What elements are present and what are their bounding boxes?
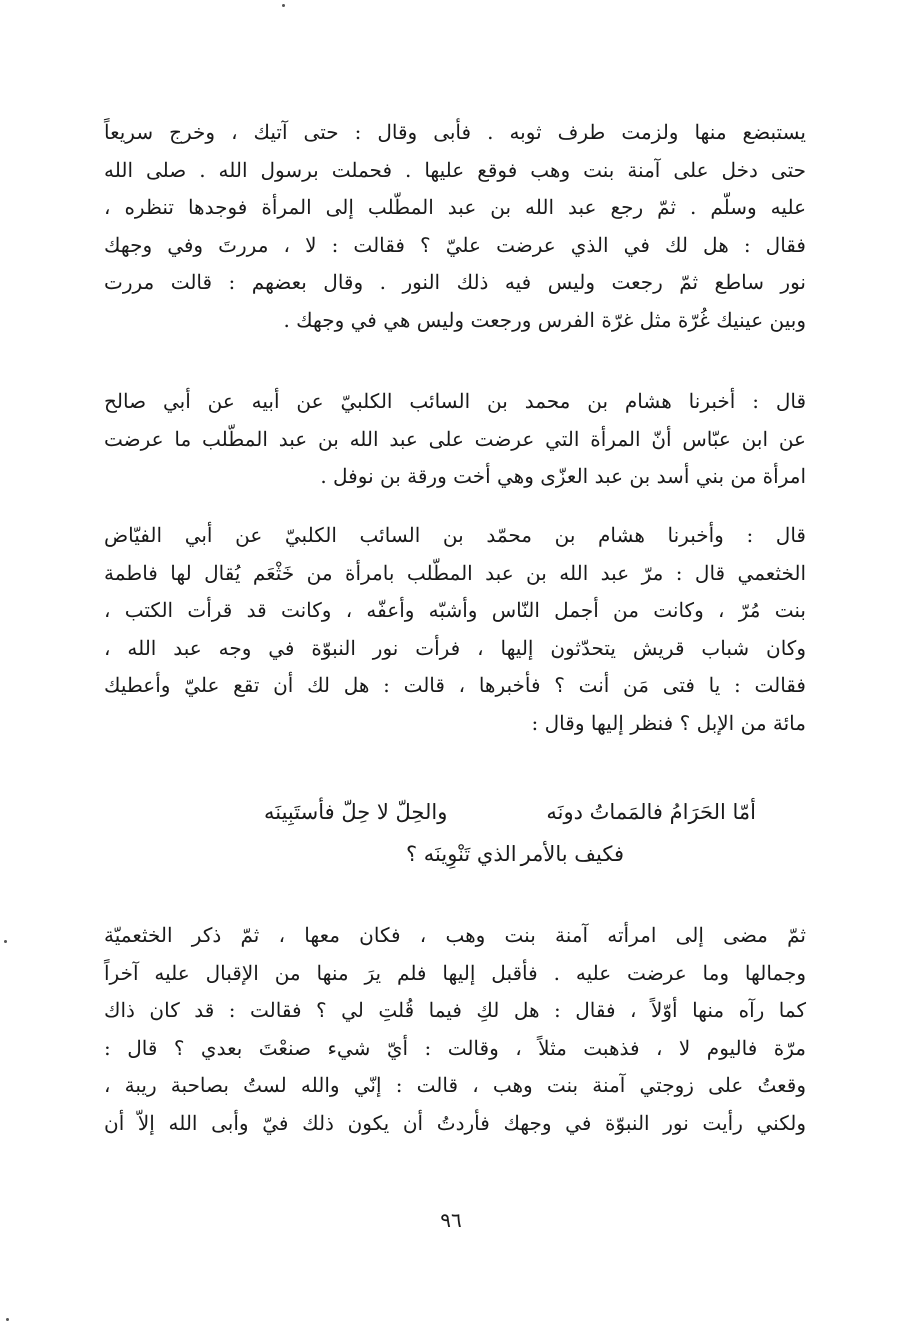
text-line: فقال : هل لك في الذي عرضت عليّ ؟ فقالت : لا ، مررتَ وفي وجهك bbox=[104, 232, 806, 257]
paragraph-1 bbox=[104, 114, 806, 339]
text-line: عن ابن عبّاس أنّ المرأة التي عرضت على عبد الله بن عبد المطّلب ما عرضت bbox=[104, 426, 806, 451]
poem-hemistich: فكيف بالأمر bbox=[520, 842, 625, 866]
poem-hemistich: والحِلّ لا حِلّ فأستَبِينَه bbox=[264, 800, 448, 824]
text-line: وجمالها وما عرضت عليه . فأقبل إليها فلم يرَ منها من الإقبال عليه آخراً bbox=[104, 960, 806, 985]
text-line: يستبضع منها ولزمت طرف ثوبه . فأبى وقال : حتى آتيك ، وخرج سريعاً bbox=[104, 120, 806, 144]
paragraph-3 bbox=[104, 517, 806, 742]
text-line: كما رآه منها أوّلاً ، فقال : هل لكِ فيما قُلتِ لي ؟ فقالت : قد كان ذاك bbox=[104, 998, 806, 1022]
text-line: وقعتُ على زوجتي آمنة بنت وهب ، قالت : إنّي والله لستُ بصاحبة ريبة ، bbox=[104, 1073, 806, 1097]
text-line: امرأة من بني أسد بن عبد العزّى وهي أخت ورقة بن نوفل . bbox=[320, 464, 806, 488]
poem-verse bbox=[104, 842, 806, 866]
poem bbox=[104, 800, 806, 866]
paragraph-4 bbox=[104, 917, 806, 1142]
text-line: حتى دخل على آمنة بنت وهب فوقع عليها . فحملت برسول الله . صلى الله bbox=[104, 157, 806, 182]
text-line: قال : أخبرنا هشام بن محمد بن السائب الكلبيّ عن أبيه عن أبي صالح bbox=[104, 389, 807, 413]
scan-speck bbox=[6, 1318, 9, 1321]
page-number: ٩٦ bbox=[440, 1208, 462, 1232]
scan-speck bbox=[4, 940, 7, 943]
text-line: الخثعمي قال : مرّ عبد الله بن عبد المطّلب بامرأة من خَثْعَم يُقال لها فاطمة bbox=[104, 560, 806, 585]
text-line: قال : وأخبرنا هشام بن محمّد بن السائب الكلبيّ عن أبي الفيّاض bbox=[104, 523, 806, 547]
poem-hemistich: أمّا الحَرَامُ فالمَماتُ دونَه bbox=[546, 800, 756, 824]
poem-verse bbox=[104, 800, 806, 824]
text-line: بنت مُرّ ، وكانت من أجمل النّاس وأشبّه وأعفّه ، وكانت قد قرأت الكتب ، bbox=[104, 598, 806, 622]
text-line: نور ساطع ثمّ رجعت وليس فيه ذلك النور . وقال بعضهم : قالت مررت bbox=[104, 270, 806, 294]
text-line: ولكني رأيت نور النبوّة في وجهك فأردتُ أن يكون ذلك فيّ وأبى الله إلاّ أن bbox=[104, 1110, 806, 1135]
text-line: وبين عينيك غُرّة مثل غرّة الفرس ورجعت وليس هي في وجهك . bbox=[283, 307, 806, 332]
poem-hemistich: الذي تَنْوِينَه ؟ bbox=[405, 842, 517, 866]
text-line: مائة من الإبل ؟ فنظر إليها وقال : bbox=[531, 710, 806, 735]
text-line: ثمّ مضى إلى امرأته آمنة بنت وهب ، فكان معها ، ثمّ ذكر الخثعميّة bbox=[104, 923, 806, 947]
text-line: عليه وسلّم . ثمّ رجع عبد الله بن عبد المطّلب إلى المرأة فوجدها تنظره ، bbox=[104, 195, 806, 219]
paragraph-2 bbox=[104, 383, 806, 496]
text-line: مرّة فاليوم لا ، فذهبت مثلاً ، وقالت : أيّ شيء صنعْتَ بعدي ؟ قال : bbox=[104, 1035, 806, 1060]
scan-speck bbox=[282, 4, 285, 7]
text-line: فقالت : يا فتى مَن أنت ؟ فأخبرها ، قالت : هل لك أن تقع عليّ وأعطيك bbox=[104, 673, 806, 697]
text-line: وكان شباب قريش يتحدّثون إليها ، فرأت نور النبوّة في وجه عبد الله ، bbox=[104, 635, 806, 660]
